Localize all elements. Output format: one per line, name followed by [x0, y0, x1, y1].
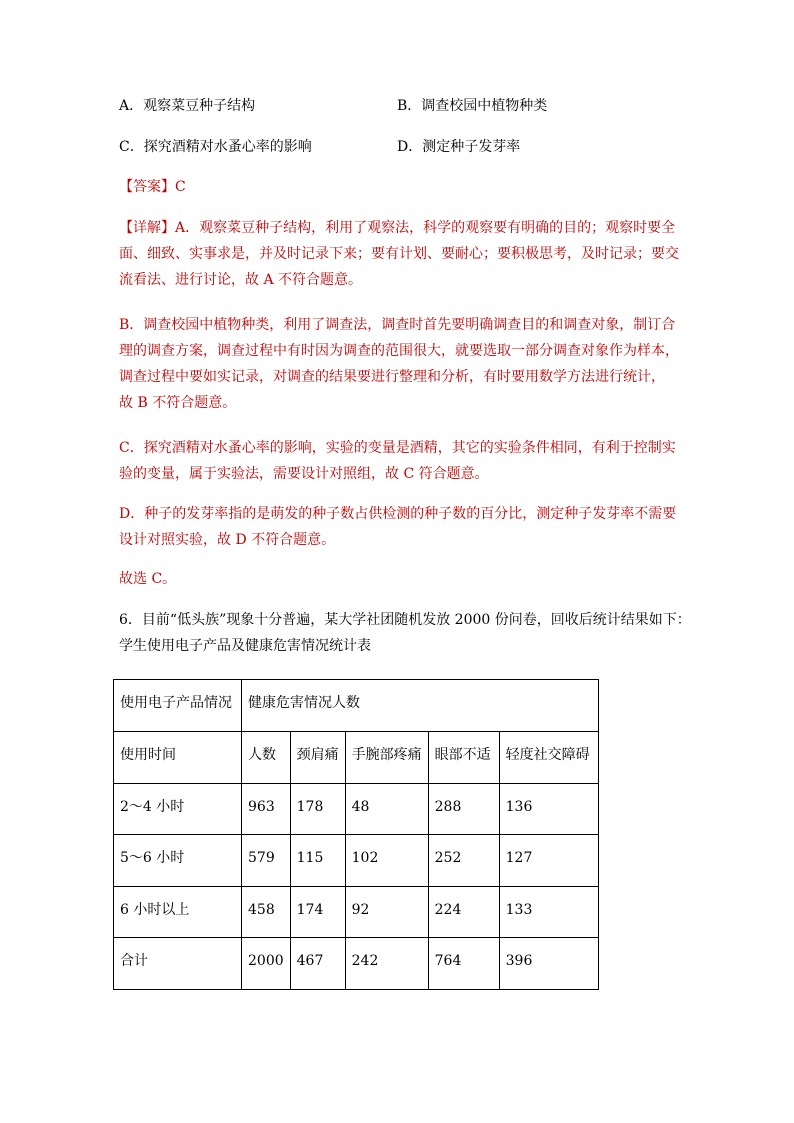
table-cell: 136 [499, 784, 598, 835]
answer-label: 【答案】 [119, 179, 175, 195]
detail-d-line-1: D．种子的发芽率指的是萌发的种子数占供检测的种子数的百分比，测定种子发芽率不需要 [119, 506, 677, 522]
table-header-top [114, 680, 599, 732]
detail-b [119, 315, 679, 419]
header-cell: 使用电子产品情况 [114, 680, 242, 732]
answer-value: C [175, 179, 186, 195]
table-cell: 178 [290, 784, 345, 835]
column-header: 人数 [242, 732, 291, 784]
table-cell: 6 小时以上 [114, 887, 242, 938]
answer-line [119, 177, 186, 197]
column-header: 使用时间 [114, 732, 242, 784]
option-c: C．探究酒精对水蚤心率的影响 [119, 139, 312, 155]
table-cell: 288 [428, 784, 499, 835]
table-cell: 2000 [242, 938, 291, 990]
detail-a-line-3: 流看法、进行讨论，故 A 不符合题意。 [119, 272, 363, 288]
table-cell: 115 [290, 835, 345, 887]
detail-c [119, 438, 679, 490]
table-cell: 252 [428, 835, 499, 887]
detail-b-line-2: 理的调查方案，调查过程中有时因为调查的范围很大，就要选取一部分调查对象作为样本， [119, 343, 679, 359]
detail-a-line-2: 面、细致、实事求是，并及时记录下来；要有计划、要耐心；要积极思考，及时记录；要交 [119, 246, 679, 262]
table-cell: 963 [242, 784, 291, 835]
table-cell: 合计 [114, 938, 242, 990]
conclusion: 故选 C。 [119, 571, 177, 587]
detail-b-line-4: 故 B 不符合题意。 [119, 395, 237, 411]
option-d: D．测定种子发芽率 [397, 139, 521, 155]
table-column-headers [114, 732, 599, 784]
table-cell: 458 [242, 887, 291, 938]
table-cell: 242 [345, 938, 428, 990]
header-cell: 健康危害情况人数 [242, 680, 599, 732]
table-row-total [114, 938, 599, 990]
table-cell: 5～6 小时 [114, 835, 242, 887]
table-title: 学生使用电子产品及健康危害情况统计表 [119, 638, 371, 654]
detail-b-line-3: 调查过程中要如实记录，对调查的结果要进行整理和分析，有时要用数学方法进行统计， [119, 369, 665, 385]
table-cell: 174 [290, 887, 345, 938]
column-header: 轻度社交障碍 [499, 732, 598, 784]
table-cell: 579 [242, 835, 291, 887]
detail-c-line-2: 验的变量，属于实验法，需要设计对照组，故 C 符合题意。 [119, 466, 489, 482]
table-cell: 92 [345, 887, 428, 938]
table-cell: 48 [345, 784, 428, 835]
table-cell: 467 [290, 938, 345, 990]
table-row [114, 835, 599, 887]
detail-a-line-1: 【详解】A．观察菜豆种子结构，利用了观察法，科学的观察要有明确的目的；观察时要全 [119, 220, 676, 236]
detail-a [119, 218, 679, 296]
table-cell: 102 [345, 835, 428, 887]
question-6-stem: 6．目前“低头族”现象十分普遍，某大学社团随机发放 2000 份问卷，回收后统计结果如下： [119, 612, 691, 628]
detail-c-line-1: C．探究酒精对水蚤心率的影响，实验的变量是酒精，其它的实验条件相同，有利于控制实 [119, 440, 676, 456]
detail-b-line-1: B．调查校园中植物种类，利用了调查法，调查时首先要明确调查目的和调查对象，制订合 [119, 317, 676, 333]
table-cell: 224 [428, 887, 499, 938]
detail-label: 【详解】 [119, 220, 175, 236]
option-b: B．调查校园中植物种类 [397, 98, 548, 114]
detail-d-line-2: 设计对照实验，故 D 不符合题意。 [119, 532, 336, 548]
table-cell: 764 [428, 938, 499, 990]
table-cell: 133 [499, 887, 598, 938]
table-cell: 396 [499, 938, 598, 990]
column-header: 眼部不适 [428, 732, 499, 784]
statistics-table [113, 679, 599, 990]
table-row [114, 784, 599, 835]
column-header: 手腕部疼痛 [345, 732, 428, 784]
option-a: A．观察菜豆种子结构 [119, 98, 256, 114]
table-cell: 2～4 小时 [114, 784, 242, 835]
table-cell: 127 [499, 835, 598, 887]
table-row [114, 887, 599, 938]
detail-d [119, 504, 679, 556]
column-header: 颈肩痛 [290, 732, 345, 784]
